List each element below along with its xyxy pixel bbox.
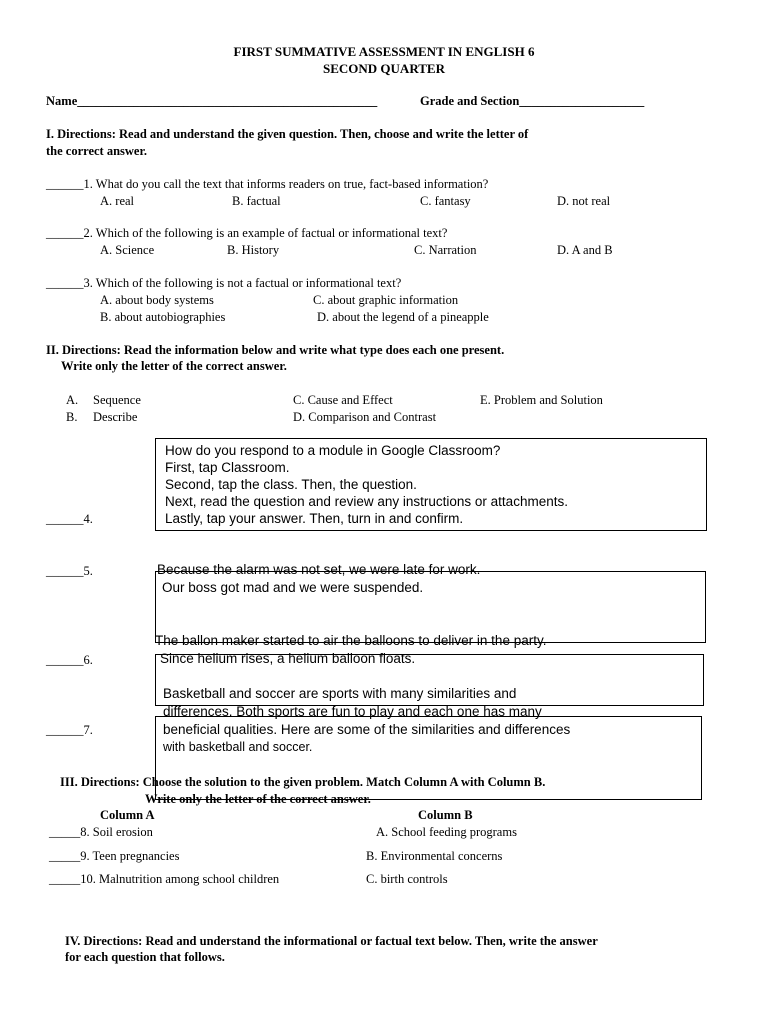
item6-line: The ballon maker started to air the balloons to deliver in the party. xyxy=(155,633,547,648)
q3-option-b: B. about autobiographies xyxy=(100,310,226,324)
item7-line: with basketball and soccer. xyxy=(163,740,313,754)
item4-line: Next, read the question and review any instructions or attachments. xyxy=(165,494,568,509)
item5-line: Because the alarm was not set, we were late for work. xyxy=(157,562,481,577)
item7-line: Basketball and soccer are sports with many similarities and xyxy=(163,686,517,701)
item7-line: differences. Both sports are fun to play and each one has many xyxy=(163,704,542,719)
item4-line: Lastly, tap your answer. Then, turn in and confirm. xyxy=(165,511,464,526)
q2-option-a: A. Science xyxy=(100,243,155,257)
item6-line: Since helium rises, a helium balloon floats. xyxy=(160,651,416,666)
q2-option-b: B. History xyxy=(227,243,280,257)
match-row-b: A. School feeding programs xyxy=(376,825,517,839)
name-field[interactable]: Name________________________________________________ xyxy=(46,94,378,108)
q1-option-c: C. fantasy xyxy=(420,194,471,208)
q1-option-b: B. factual xyxy=(232,194,281,208)
item7-line: beneficial qualities. Here are some of the similarities and differences xyxy=(163,722,571,737)
match-row-a: _____9. Teen pregnancies xyxy=(49,849,180,863)
q1-option-d: D. not real xyxy=(557,194,611,208)
match-row-b: B. Environmental concerns xyxy=(366,849,503,863)
match-row-b: C. birth controls xyxy=(366,872,448,886)
q3-option-c: C. about graphic information xyxy=(313,293,459,307)
question-1: ______1. What do you call the text that informs readers on true, fact-based information? xyxy=(46,177,489,191)
column-b-header: Column B xyxy=(418,808,473,822)
part2-directions: II. Directions: Read the information below and write what type does each one present. xyxy=(46,343,505,357)
part3-directions: III. Directions: Choose the solution to the given problem. Match Column A with Column B. xyxy=(60,775,546,789)
q3-option-d: D. about the legend of a pineapple xyxy=(317,310,489,324)
item4-answer-blank[interactable]: ______4. xyxy=(46,512,93,526)
item5-answer-blank[interactable]: ______5. xyxy=(46,564,93,578)
part2-directions-cont: Write only the letter of the correct answer. xyxy=(61,359,287,373)
choice-b-text: Describe xyxy=(93,410,138,424)
q2-option-d: D. A and B xyxy=(557,243,613,257)
choice-b-letter: B. xyxy=(66,410,78,424)
part4-directions-cont: for each question that follows. xyxy=(65,950,225,964)
choice-a-text: Sequence xyxy=(93,393,141,407)
part4-directions: IV. Directions: Read and understand the informational or factual text below. Then, write the answer xyxy=(65,934,598,948)
part1-directions-cont: the correct answer. xyxy=(46,144,148,158)
item4-line: Second, tap the class. Then, the question. xyxy=(165,477,417,492)
question-3: ______3. Which of the following is not a factual or informational text? xyxy=(46,276,402,290)
item7-answer-blank[interactable]: ______7. xyxy=(46,723,93,737)
match-row-a: _____10. Malnutrition among school children xyxy=(49,872,280,886)
page-subtitle: SECOND QUARTER xyxy=(323,61,445,76)
choice-a-letter: A. xyxy=(66,393,79,407)
part1-directions: I. Directions: Read and understand the given question. Then, choose and write the letter of xyxy=(46,127,529,141)
q3-option-a: A. about body systems xyxy=(100,293,214,307)
part3-directions-cont: Write only the letter of the correct answer. xyxy=(145,792,371,806)
match-row-a: _____8. Soil erosion xyxy=(49,825,153,839)
q1-option-a: A. real xyxy=(100,194,135,208)
grade-section-field[interactable]: Grade and Section____________________ xyxy=(420,94,645,108)
item6-answer-blank[interactable]: ______6. xyxy=(46,653,93,667)
choice-e: E. Problem and Solution xyxy=(480,393,603,407)
item4-line: First, tap Classroom. xyxy=(165,460,290,475)
choice-c: C. Cause and Effect xyxy=(293,393,393,407)
column-a-header: Column A xyxy=(100,808,155,822)
question-2: ______2. Which of the following is an example of factual or informational text? xyxy=(46,226,448,240)
item5-line: Our boss got mad and we were suspended. xyxy=(162,580,424,595)
page-title: FIRST SUMMATIVE ASSESSMENT IN ENGLISH 6 xyxy=(233,44,535,59)
q2-option-c: C. Narration xyxy=(414,243,477,257)
item4-line: How do you respond to a module in Google Classroom? xyxy=(165,443,501,458)
choice-d: D. Comparison and Contrast xyxy=(293,410,437,424)
